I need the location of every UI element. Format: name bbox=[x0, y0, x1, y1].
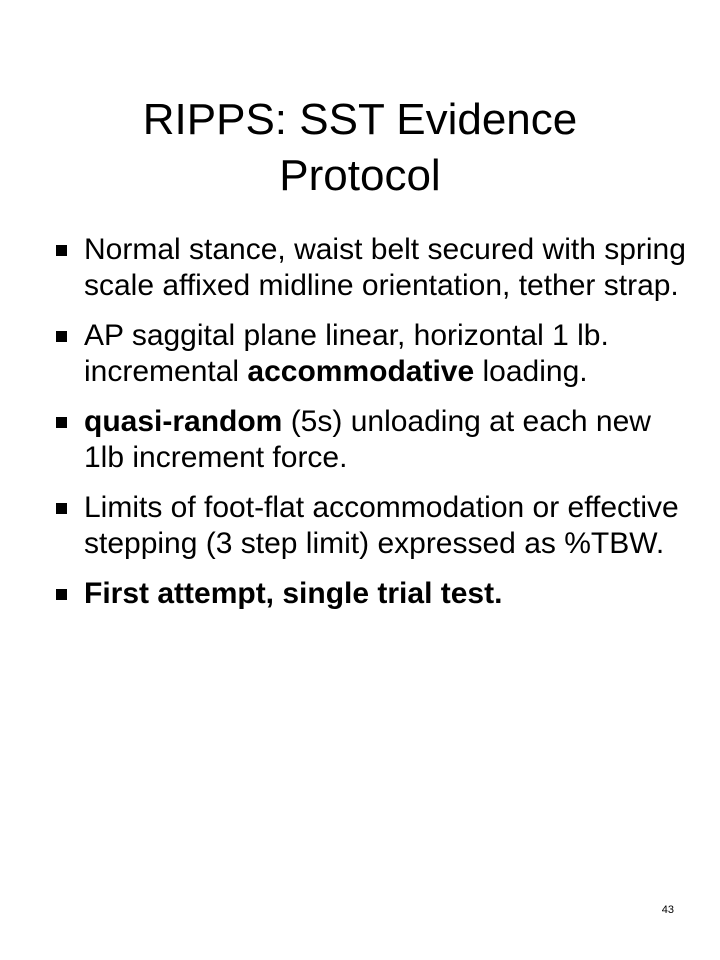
bullet-item bbox=[50, 318, 690, 390]
square-bullet-icon bbox=[56, 245, 67, 256]
square-bullet-icon bbox=[56, 503, 67, 514]
square-bullet-icon bbox=[56, 417, 67, 428]
page-number: 43 bbox=[661, 904, 674, 916]
bullet-text: Normal stance, waist belt secured with spring scale affixed midline orientation, tether strap. bbox=[84, 233, 686, 302]
slide-title: RIPPS: SST Evidence Protocol bbox=[142, 95, 578, 200]
square-bullet-icon bbox=[56, 331, 67, 342]
bullet-text: (5s) unloading at each new 1lb increment force. bbox=[84, 405, 651, 474]
bullet-item bbox=[50, 404, 690, 476]
bullet-item bbox=[50, 232, 690, 304]
bullet-text: loading. bbox=[474, 355, 588, 388]
bullet-bold-text: accommodative bbox=[247, 355, 475, 388]
bullet-bold-text: quasi-random bbox=[84, 405, 283, 438]
bullet-text: Limits of foot-flat accommodation or effective stepping (3 step limit) expressed as %TBW. bbox=[84, 491, 679, 560]
square-bullet-icon bbox=[56, 589, 67, 600]
bullet-list bbox=[50, 232, 690, 626]
bullet-item bbox=[50, 490, 690, 562]
bullet-text: AP saggital plane linear, horizontal 1 lb. incremental bbox=[84, 319, 609, 388]
bullet-item bbox=[50, 576, 690, 612]
bullet-bold-text: First attempt, single trial test. bbox=[84, 577, 503, 610]
